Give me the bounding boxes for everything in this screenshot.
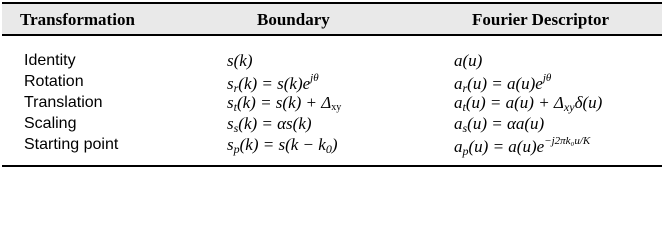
fourier-delta-subscript: xy: [563, 100, 575, 114]
transformation-name: Scaling: [24, 115, 77, 132]
transformation-name: Rotation: [24, 73, 84, 90]
boundary-expression: s(k): [227, 51, 253, 70]
fourier-expression: [454, 93, 602, 115]
table-body: [2, 36, 662, 167]
table-row: [2, 94, 662, 116]
boundary-delta-subscript: xy: [331, 102, 342, 113]
fourier-tail: δ(u): [574, 93, 603, 112]
table-row: [2, 52, 662, 74]
boundary-expression: [227, 93, 341, 115]
transformation-name: Starting point: [24, 136, 119, 153]
fourier-body: (u) = a(u)e: [468, 137, 545, 156]
fourier-superscript: −j2πk₀u/K: [544, 135, 591, 147]
boundary-body: (k) = s(k) + Δ: [236, 93, 332, 112]
boundary-subscript: r: [233, 81, 239, 95]
boundary-k0-subscript: 0: [325, 142, 332, 156]
boundary-symbol: s: [227, 74, 234, 93]
fourier-symbol: a: [454, 74, 463, 93]
boundary-body: (k) = s(k − k: [239, 135, 326, 154]
fourier-body: (u) = a(u) + Δ: [465, 93, 564, 112]
boundary-symbol: s: [227, 93, 234, 112]
fourier-subscript: s: [462, 121, 468, 135]
table-row: [2, 115, 662, 137]
header-boundary: Boundary: [257, 10, 330, 29]
boundary-expression: [227, 135, 337, 157]
table-header: [2, 2, 662, 36]
fourier-expression: a(u): [454, 51, 483, 70]
header-transformation: Transformation: [20, 10, 135, 29]
fourier-body: (u) = a(u)e: [467, 74, 543, 93]
fourier-body: (u) = αa(u): [467, 114, 545, 133]
fourier-subscript: t: [462, 100, 466, 114]
transformation-name: Translation: [24, 94, 103, 111]
fourier-superscript: jθ: [542, 72, 552, 84]
boundary-subscript: s: [233, 121, 239, 135]
table-row: [2, 136, 662, 158]
fourier-symbol: a: [454, 137, 463, 156]
boundary-subscript: t: [233, 100, 237, 114]
boundary-superscript: jθ: [310, 72, 319, 84]
header-fourier-descriptor: Fourier Descriptor: [472, 10, 610, 29]
fourier-subscript: r: [462, 81, 468, 95]
boundary-symbol: s: [227, 135, 234, 154]
fourier-subscript: p: [462, 144, 469, 158]
boundary-body: (k) = αs(k): [238, 114, 312, 133]
fourier-expression: [454, 114, 544, 136]
boundary-symbol: s: [227, 114, 234, 133]
table-row: [2, 73, 662, 95]
fourier-symbol: a: [454, 93, 463, 112]
fourier-expression: [454, 135, 590, 159]
boundary-subscript: p: [233, 142, 240, 156]
boundary-body: (k) = s(k)e: [238, 74, 311, 93]
fourier-symbol: a: [454, 114, 463, 133]
boundary-tail: ): [331, 135, 338, 154]
transformation-name: Identity: [24, 52, 76, 69]
transformation-table: [2, 2, 662, 167]
boundary-expression: [227, 114, 312, 136]
